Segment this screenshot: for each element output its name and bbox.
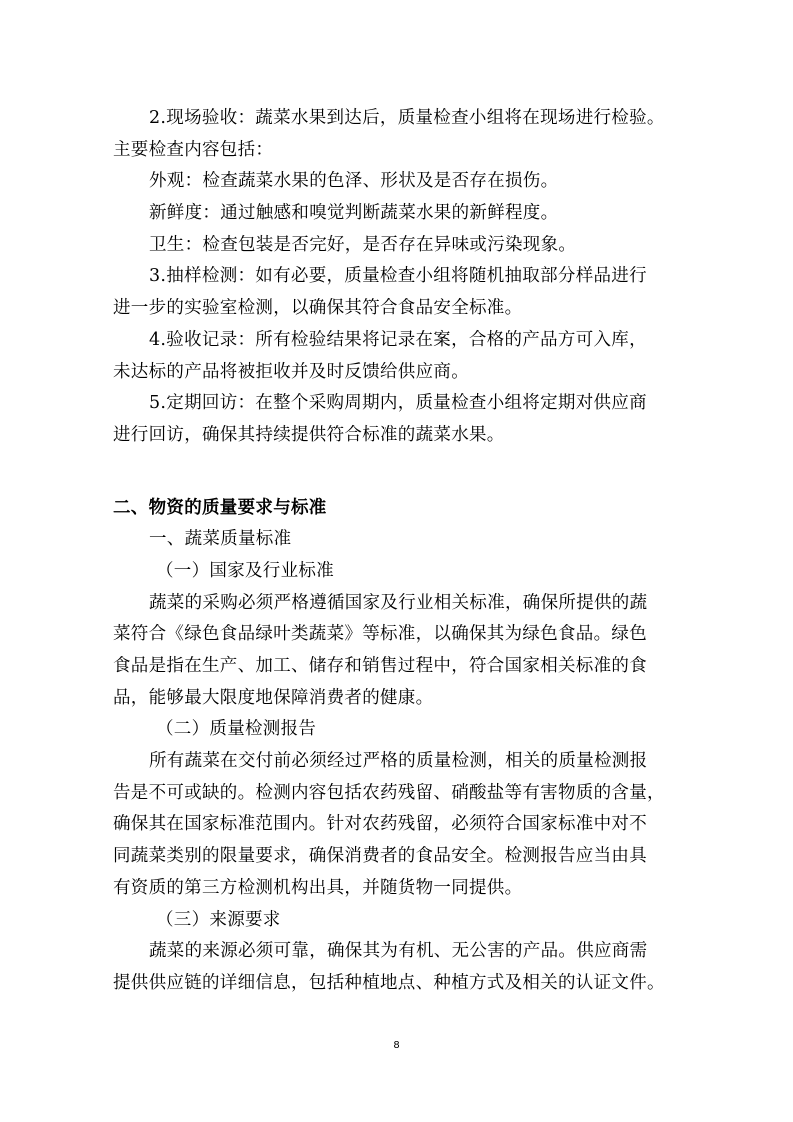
paragraph-line: 2.现场验收：蔬菜水果到达后，质量检查小组将在现场进行检验。	[149, 108, 665, 128]
section-heading: 二、物资的质量要求与标准	[113, 497, 327, 518]
paragraph-line: 食品是指在生产、加工、储存和销售过程中，符合国家相关标准的食	[113, 656, 647, 676]
paragraph-line: 3.抽样检测：如有必要，质量检查小组将随机抽取部分样品进行	[149, 266, 647, 287]
subsection-title: 一、蔬菜质量标准	[149, 529, 292, 550]
paragraph-line: 有资质的第三方检测机构出具，并随货物一同提供。	[113, 877, 523, 898]
hygiene-check: 卫生：检查包装是否完好，是否存在异味或污染现象。	[149, 234, 577, 255]
paragraph-line: 5.定期回访：在整个采购周期内，质量检查小组将定期对供应商	[149, 393, 647, 414]
paragraph-line: 蔬菜的来源必须可靠，确保其为有机、无公害的产品。供应商需	[149, 941, 648, 962]
paragraph-line: 同蔬菜类别的限量要求，确保消费者的食品安全。检测报告应当由具	[113, 846, 647, 867]
paragraph-line: 进一步的实验室检测，以确保其符合食品安全标准。	[113, 298, 523, 319]
page-content	[113, 103, 681, 1000]
paragraph-line: 提供供应链的详细信息，包括种植地点、种植方式及相关的认证文件。	[113, 972, 665, 993]
section-gap	[113, 452, 681, 493]
paragraph-line: 4.验收记录：所有检验结果将记录在案，合格的产品方可入库，	[149, 329, 647, 350]
paragraph-line: 品，能够最大限度地保障消费者的健康。	[113, 687, 434, 708]
paragraph-line: 蔬菜的采购必须严格遵循国家及行业相关标准，确保所提供的蔬	[149, 592, 648, 613]
subsection-title: （三）来源要求	[156, 909, 281, 930]
paragraph-line: 确保其在国家标准范围内。针对农药残留，必须符合国家标准中对不	[113, 814, 647, 835]
paragraph-line: 未达标的产品将被拒收并及时反馈给供应商。	[113, 361, 469, 382]
paragraph-line: 所有蔬菜在交付前必须经过严格的质量检测，相关的质量检测报	[149, 751, 648, 772]
appearance-check: 外观：检查蔬菜水果的色泽、形状及是否存在损伤。	[149, 171, 559, 192]
page-number: 8	[393, 1040, 400, 1051]
subsection-title: （二）质量检测报告	[156, 719, 317, 740]
freshness-check: 新鲜度：通过触感和嗅觉判断蔬菜水果的新鲜程度。	[149, 203, 559, 224]
subsection-title: （一）国家及行业标准	[156, 560, 334, 581]
paragraph-line: 菜符合《绿色食品绿叶类蔬菜》等标准，以确保其为绿色食品。绿色	[113, 624, 647, 645]
paragraph-line: 主要检查内容包括：	[113, 139, 274, 160]
paragraph-line: 进行回访，确保其持续提供符合标准的蔬菜水果。	[113, 424, 505, 445]
paragraph-line: 告是不可或缺的。检测内容包括农药残留、硝酸盐等有害物质的含量，	[113, 782, 665, 803]
